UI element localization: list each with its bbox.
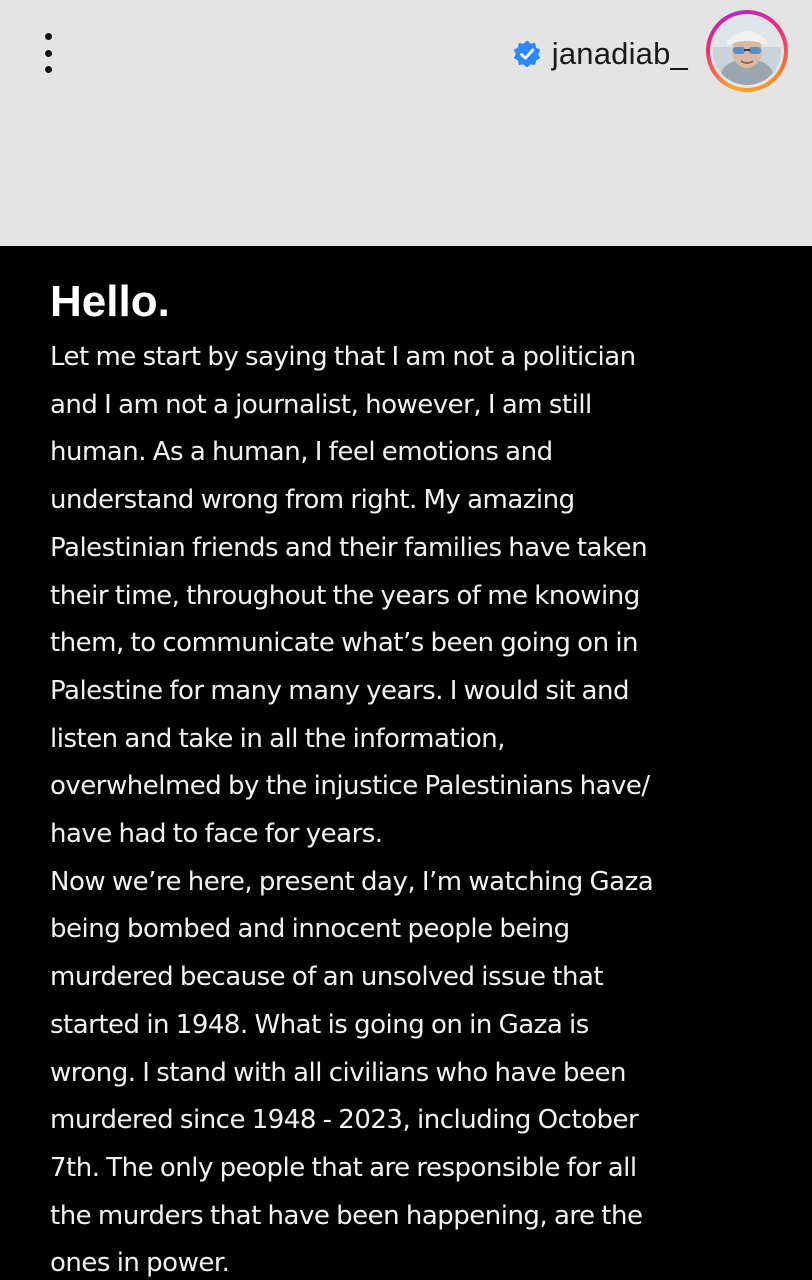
username-label[interactable]: janadiab_ [551,36,688,71]
post-text-line: have had to face for years. [50,819,383,850]
post-text-line: Palestine for many many years. I would sit and [50,675,629,706]
post-text-line: them, to communicate what’s been going on in [50,628,639,659]
avatar[interactable] [706,10,788,92]
story-header [0,0,812,246]
post-text-line: understand wrong from right. My amazing [50,485,575,516]
post-text-line: their time, throughout the years of me knowing [50,580,640,611]
post-text-line: started in 1948. What is going on in Gaza is [50,1009,589,1040]
post-text-line: listen and take in all the information, [50,723,505,754]
post-greeting: Hello. [50,277,170,326]
verified-badge-icon [512,39,542,69]
post-text-line: overwhelmed by the injustice Palestinians have/ [50,771,650,802]
post-text-line: and I am not a journalist, however, I am still [50,389,592,420]
post-body [50,334,810,1280]
profile-picture-icon [713,17,781,85]
post-text-line: the murders that have been happening, are the [50,1200,643,1231]
user-info[interactable] [512,32,688,76]
post-text-line: murdered since 1948 - 2023, including October [50,1105,639,1136]
post-text-line: human. As a human, I feel emotions and [50,437,553,468]
more-options-button[interactable] [28,30,68,76]
post-text-line: 7th. The only people that are responsible for all [50,1152,637,1183]
post-text-line: wrong. I stand with all civilians who have been [50,1057,626,1088]
post-text-line: Now we’re here, present day, I’m watching Gaza [50,866,654,897]
post-text-line: Let me start by saying that I am not a politician [50,342,636,372]
post-text-line: Palestinian friends and their families have taken [50,532,648,563]
post-text-line: being bombed and innocent people being [50,914,570,945]
more-vertical-icon [45,33,52,73]
post-text-line: ones in power. [50,1248,230,1279]
story-content [0,246,812,1280]
post-text-line: murdered because of an unsolved issue that [50,962,604,993]
